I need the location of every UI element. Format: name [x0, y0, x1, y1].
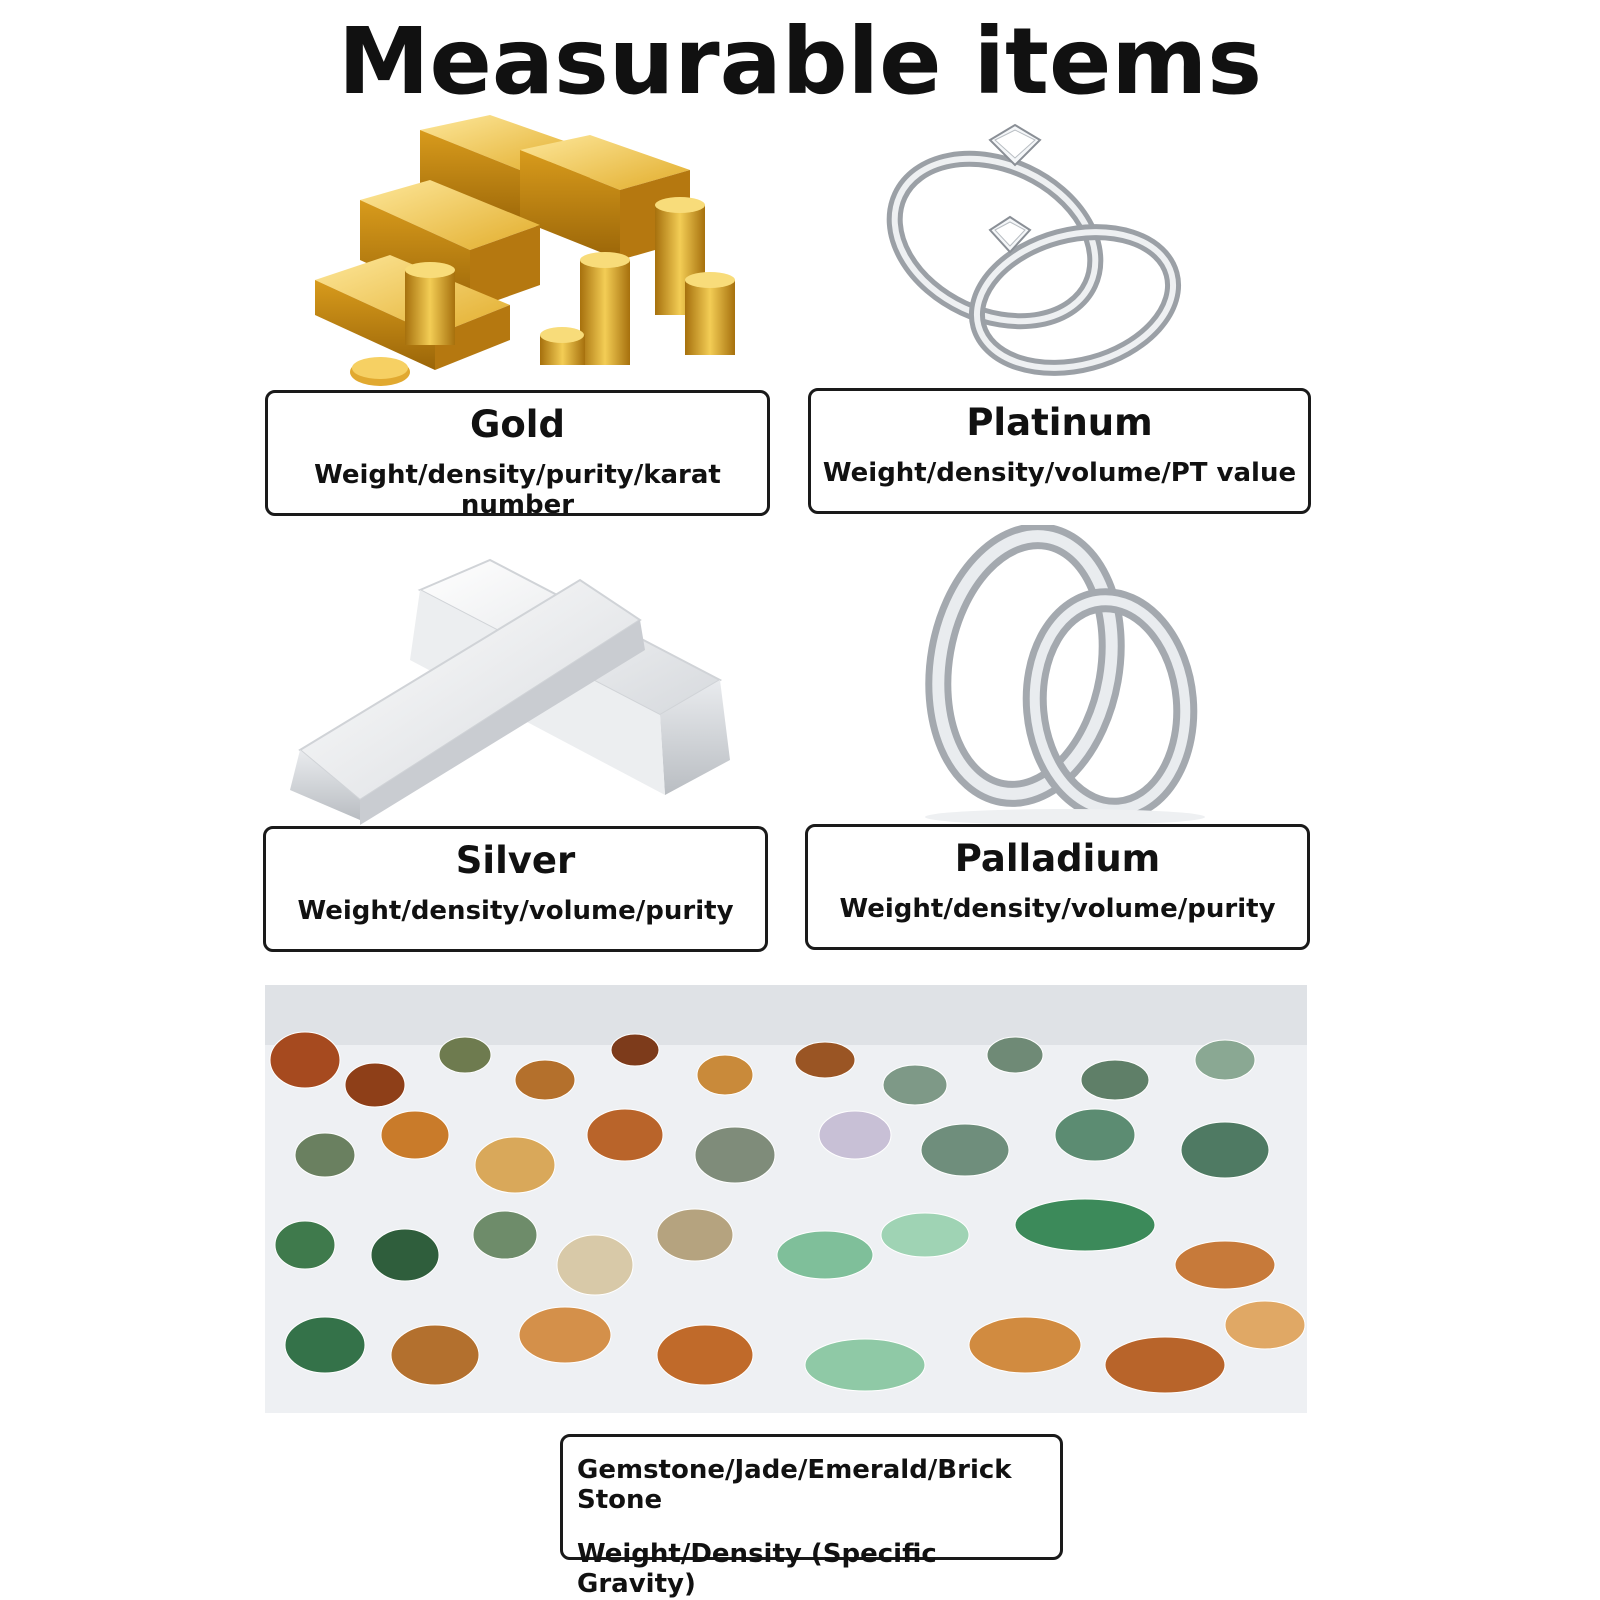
item-card-palladium — [805, 824, 1310, 950]
gem-measurements: Weight/Density (Specific Gravity) — [577, 1539, 937, 1599]
item-description: Weight/density/volume/purity — [839, 894, 1276, 924]
item-name: Platinum — [966, 401, 1153, 444]
page-title: Measurable items — [337, 8, 1263, 115]
item-card-gold — [265, 390, 770, 520]
jade-stones-image — [265, 985, 1307, 1413]
item-card-gemstone — [560, 1434, 1063, 1599]
item-name: Gold — [470, 403, 565, 446]
item-card-silver — [263, 826, 768, 952]
item-name: Silver — [455, 839, 576, 882]
wedding-bands-image — [915, 525, 1215, 825]
gold-bars-coins-image — [290, 110, 810, 400]
diamond-rings-image — [880, 110, 1200, 390]
item-card-platinum — [808, 388, 1311, 514]
silver-bars-image — [280, 550, 760, 830]
item-description: Weight/density/purity/karat number — [314, 460, 721, 520]
item-name: Palladium — [954, 837, 1161, 880]
item-description: Weight/density/volume/PT value — [822, 458, 1297, 488]
gem-types: Gemstone/Jade/Emerald/Brick Stone — [577, 1455, 1012, 1515]
item-description: Weight/density/volume/purity — [297, 896, 734, 926]
